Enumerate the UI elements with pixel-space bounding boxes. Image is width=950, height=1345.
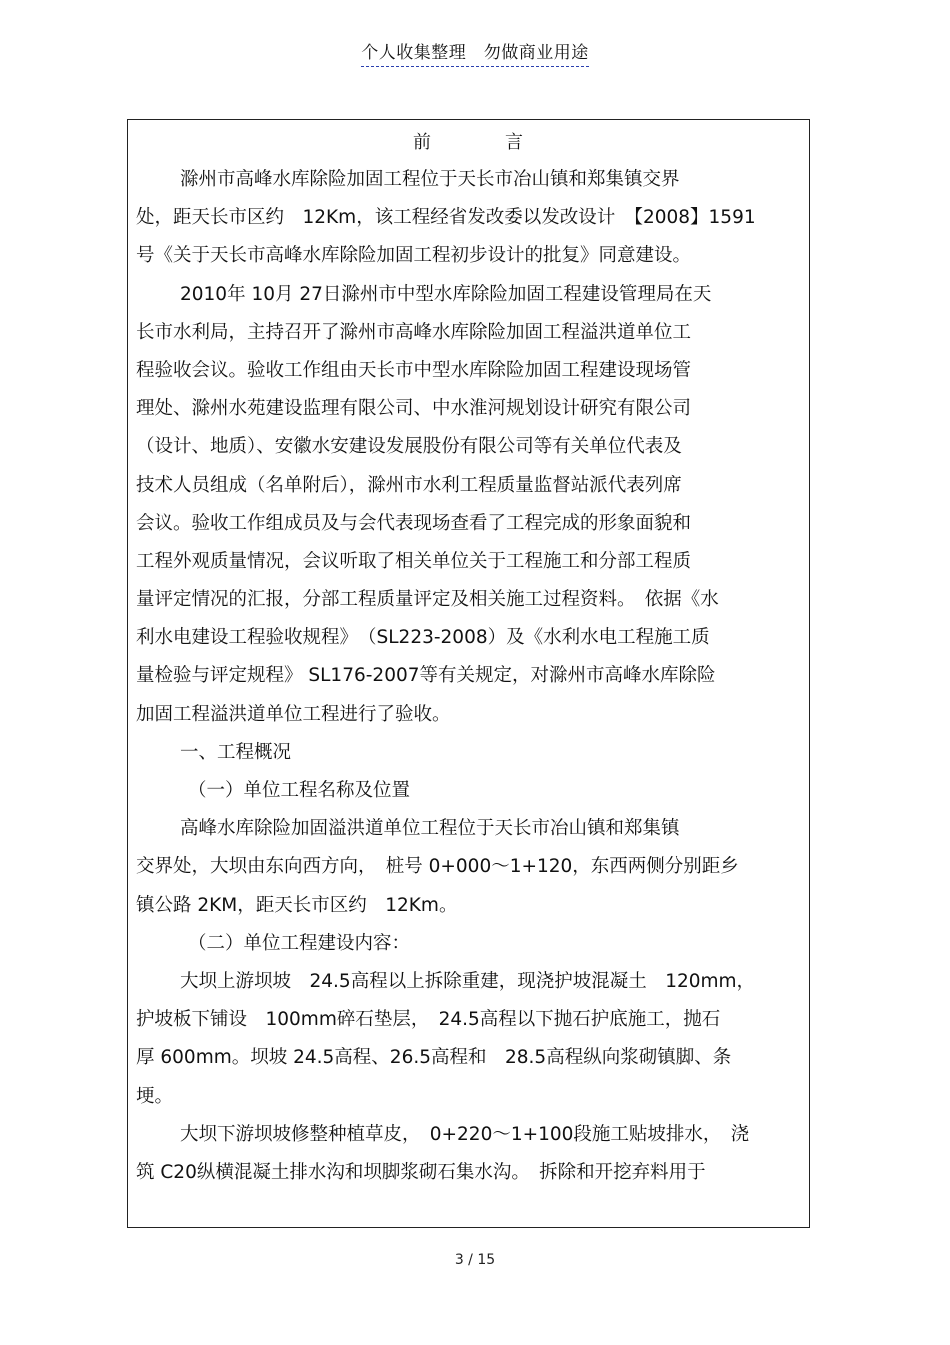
text-line: 理处、滁州水苑建设监理有限公司、中水淮河规划设计研究有限公司 [136, 398, 692, 420]
text-line: 2010年 10月 27日滁州市中型水库除险加固工程建设管理局在天 [180, 283, 712, 305]
text-line: 程验收会议。验收工作组由天长市中型水库除险加固工程建设现场管 [136, 359, 692, 381]
text-line: 量评定情况的汇报，分部工程质量评定及相关施工过程资料。 依据《水 [136, 589, 719, 611]
subsection-heading: （一）单位工程名称及位置 [188, 780, 411, 801]
text-line: （设计、地质）、安徽水安建设发展股份有限公司等有关单位代表及 [136, 436, 682, 458]
subsection-heading: （二）单位工程建设内容： [188, 932, 411, 954]
section-heading: 一、工程概况 [180, 741, 292, 763]
document-body [136, 125, 806, 1192]
page-header [0, 38, 950, 67]
text-line: 处，距天长市区约 12Km，该工程经省发改委以发改设计 【2008】1591 [136, 207, 756, 229]
text-line: 大坝上游坝坡 24.5高程以上拆除重建，现浇护坡混凝土 120mm， [180, 970, 756, 992]
title-left-char: 前 [413, 132, 437, 153]
text-line: 高峰水库除险加固溢洪道单位工程位于天长市冶山镇和郑集镇 [180, 818, 680, 840]
text-line: 量检验与评定规程》 SL176-2007等有关规定，对滁州市高峰水库除险 [136, 665, 716, 687]
text-line: 厚 600mm。坝坡 24.5高程、26.5高程和 28.5高程纵向浆砌镇脚、条 [136, 1047, 732, 1069]
text-line: 利水电建设工程验收规程》 （SL223-2008）及《水利水电工程施工质 [136, 627, 710, 649]
text-line: 交界处，大坝由东向西方向， 桩号 0+000～1+120，东西两侧分别距乡 [136, 856, 739, 878]
text-line: 长市水利局，主持召开了滁州市高峰水库除险加固工程溢洪道单位工 [136, 321, 692, 343]
text-line: 镇公路 2KM，距天长市区约 12Km。 [136, 894, 458, 916]
text-line: 大坝下游坝坡修整种植草皮， 0+220～1+100段施工贴坡排水， 浇 [180, 1123, 750, 1145]
title-right-char: 言 [505, 132, 529, 153]
text-line: 加固工程溢洪道单位工程进行了验收。 [136, 703, 451, 725]
text-line: 筑 C20纵横混凝土排水沟和坝脚浆砌石集水沟。 拆除和开挖弃料用于 [136, 1161, 706, 1183]
header-text: 个人收集整理 勿做商业用途 [361, 38, 589, 67]
section-title [136, 125, 806, 161]
text-line: 技术人员组成（名单附后），滁州市水利工程质量监督站派代表列席 [136, 474, 682, 496]
text-line: 会议。验收工作组成员及与会代表现场查看了工程完成的形象面貌和 [136, 512, 692, 534]
text-line: 护坡板下铺设 100mm碎石垫层， 24.5高程以下抛石护底施工，抛石 [136, 1009, 721, 1031]
page-number: 3 / 15 [454, 1252, 496, 1268]
text-line: 工程外观质量情况，会议听取了相关单位关于工程施工和分部工程质 [136, 550, 692, 572]
text-line: 滁州市高峰水库除险加固工程位于天长市冶山镇和郑集镇交界 [180, 169, 680, 190]
text-line: 埂。 [136, 1085, 174, 1107]
text-line: 号《关于天长市高峰水库除险加固工程初步设计的批复》同意建设。 [136, 245, 692, 267]
